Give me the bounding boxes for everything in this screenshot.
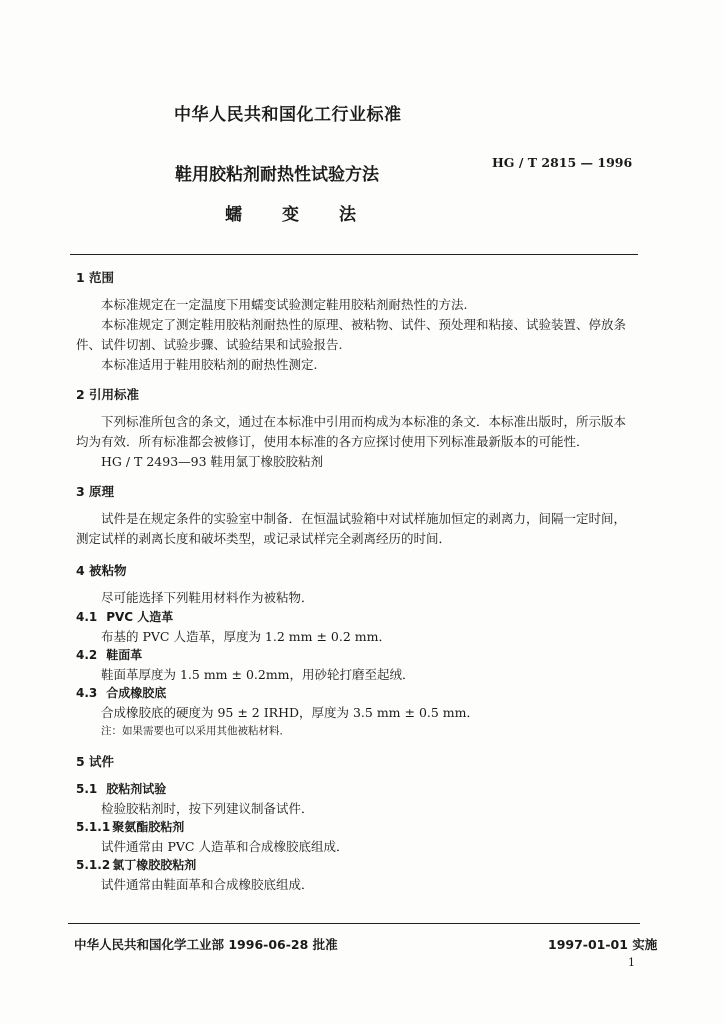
subsection-text: 合成橡胶底的硬度为 95 ± 2 IRHD，厚度为 3.5 mm ± 0.5 mm．: [101, 705, 480, 720]
section-heading: 4 被粘物: [76, 563, 127, 578]
section-heading: 2 引用标准: [76, 387, 140, 402]
subsection-text: 鞋面革厚度为 1.5 mm ± 0.2mm，用砂轮打磨至起绒．: [101, 667, 415, 682]
section-heading: 5 试件: [76, 754, 115, 769]
subsection-heading: [76, 818, 642, 837]
reference-entry: HG / T 2493—93 鞋用氯丁橡胶胶粘剂: [101, 454, 324, 469]
subsection-title: 鞋面革: [106, 648, 143, 662]
page-number: 1: [628, 956, 635, 969]
paragraph: 试件是在规定条件的实验室中制备．在恒温试验箱中对试样施加恒定的剥离力，间隔一定时间，: [101, 511, 627, 526]
subsection-heading: [76, 780, 642, 799]
standard-organization: 中华人民共和国化工行业标准: [174, 105, 402, 125]
subsection-title: 胶粘剂试验: [106, 782, 167, 796]
document-body: [76, 268, 642, 894]
paragraph-continuation: 件、试件切割、试验步骤、试验结果和试验报告.: [76, 337, 343, 352]
section-references: [76, 385, 642, 472]
document-title: 鞋用胶粘剂耐热性试验方法: [175, 165, 379, 185]
footer-divider: [68, 923, 640, 924]
approval-info: 中华人民共和国化学工业部 1996-06-28 批准: [74, 937, 338, 952]
subsection-title: PVC 人造革: [106, 610, 174, 624]
note: 注：如果需要也可以采用其他被粘材料．: [101, 725, 290, 737]
section-specimens: [76, 752, 642, 894]
subsection-number: 5.1.2: [76, 858, 111, 872]
subsection-text: 试件通常由鞋面革和合成橡胶底组成．: [101, 877, 314, 892]
document-subtitle: 蠕变法: [225, 205, 396, 225]
section-scope: [76, 268, 642, 375]
subsection-number: 4.1: [76, 610, 98, 624]
subsection-number: 5.1.1: [76, 820, 111, 834]
paragraph: 下列标准所包含的条文，通过在本标准中引用而构成为本标准的条文．本标准出版时，所示版本: [101, 414, 627, 429]
paragraph: 本标准规定在一定温度下用蠕变试验测定鞋用胶粘剂耐热性的方法.: [101, 297, 468, 312]
effective-date: 1997-01-01 实施: [548, 937, 658, 952]
subsection-heading: [76, 684, 642, 703]
subsection-text: 检验胶粘剂时，按下列建议制备试件．: [101, 801, 314, 816]
subsection-text: 试件通常由 PVC 人造革和合成橡胶底组成．: [101, 839, 349, 854]
section-heading: 1 范围: [76, 270, 115, 285]
paragraph: 本标准适用于鞋用胶粘剂的耐热性测定.: [101, 357, 318, 372]
section-adherends: [76, 561, 642, 740]
subsection-heading: [76, 646, 642, 665]
subsection-text: 布基的 PVC 人造革，厚度为 1.2 mm ± 0.2 mm．: [101, 629, 391, 644]
subsection-heading: [76, 608, 642, 627]
subsection-number: 5.1: [76, 782, 98, 796]
section-principle: [76, 482, 642, 549]
subsection-number: 4.3: [76, 686, 98, 700]
standard-code: HG / T 2815 — 1996: [492, 155, 633, 170]
subsection-number: 4.2: [76, 648, 98, 662]
subsection-title: 聚氨酯胶粘剂: [112, 820, 185, 834]
paragraph-continuation: 测定试样的剥离长度和破坏类型，或记录试样完全剥离经历的时间．: [76, 531, 452, 546]
subsection-title: 氯丁橡胶胶粘剂: [112, 858, 197, 872]
subsection-heading: [76, 856, 642, 875]
subsection-title: 合成橡胶底: [106, 686, 167, 700]
section-heading: 3 原理: [76, 484, 115, 499]
paragraph: 本标准规定了测定鞋用胶粘剂耐热性的原理、被粘物、试件、预处理和粘接、试验装置、停放条: [101, 317, 627, 332]
paragraph-continuation: 均为有效．所有标准都会被修订，使用本标准的各方应探讨使用下列标准最新版本的可能性．: [76, 434, 589, 449]
header-divider: [70, 254, 638, 255]
paragraph: 尽可能选择下列鞋用材料作为被粘物．: [101, 590, 314, 605]
